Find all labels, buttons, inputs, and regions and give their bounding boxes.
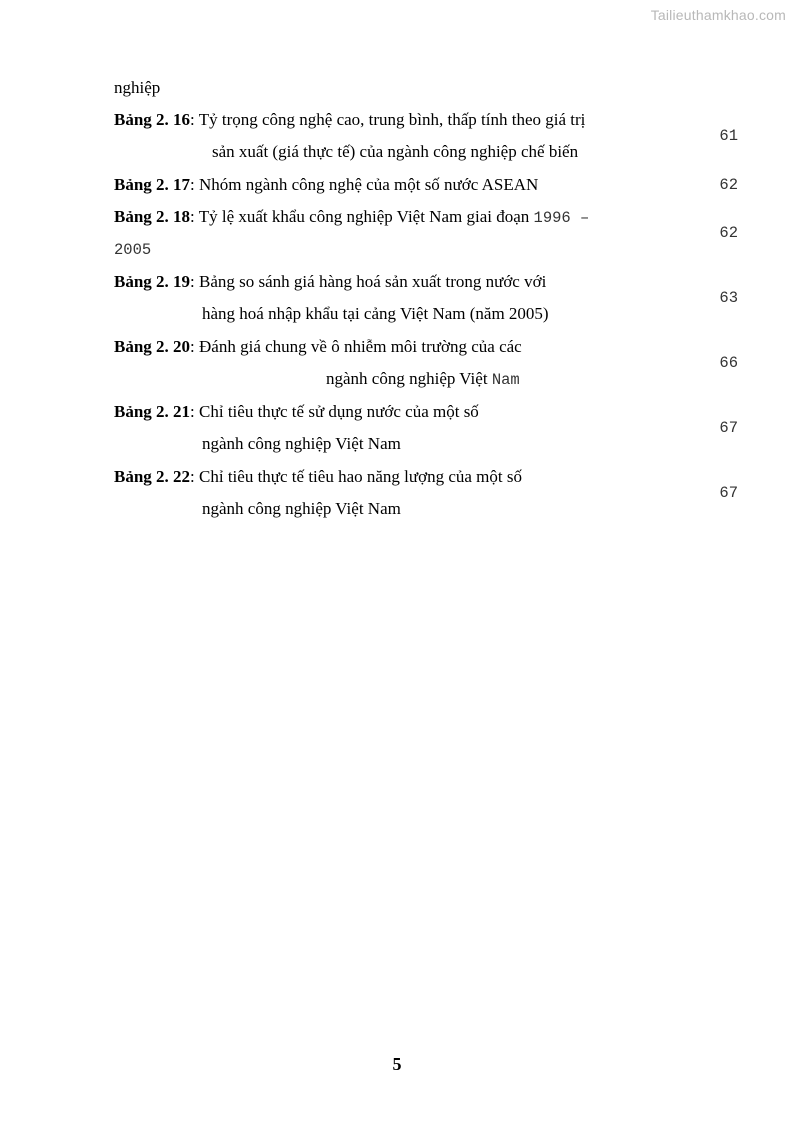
watermark-text: Tailieuthamkhao.com — [650, 7, 786, 23]
page-number: 66 — [719, 354, 738, 372]
footer-page-number: 5 — [392, 1054, 402, 1074]
continuation-text: nghiệp — [114, 78, 161, 97]
entry-title-continued — [326, 369, 520, 390]
entry-label: Bảng 2. 17 — [114, 175, 191, 194]
entry-label: Bảng 2. 21 — [114, 402, 191, 421]
entry-title-continued: ngành công nghiệp Việt Nam — [202, 499, 401, 518]
page-number: 62 — [719, 176, 738, 194]
entry-title-text: ngành công nghiệp Việt — [326, 369, 492, 388]
entry-title: : Đánh giá chung về ô nhiễm môi trường của các — [190, 337, 522, 356]
toc-entry-2-19[interactable] — [114, 272, 546, 292]
toc-entry-2-17[interactable] — [114, 175, 538, 195]
toc-entry-2-22[interactable] — [114, 467, 522, 487]
entry-title-mono: Nam — [491, 371, 520, 389]
entry-title: : Nhóm ngành công nghệ của một số nước ASEAN — [190, 175, 539, 194]
entry-label: Bảng 2. 18 — [114, 207, 191, 226]
toc-entry-2-20[interactable] — [114, 337, 522, 357]
entry-title-continued: hàng hoá nhập khẩu tại cảng Việt Nam (năm 2005) — [202, 304, 549, 323]
entry-title-continued: sản xuất (giá thực tế) của ngành công nghiệp chế biến — [212, 142, 579, 161]
page-number: 67 — [719, 484, 738, 502]
entry-label: Bảng 2. 19 — [114, 272, 191, 291]
entry-label: Bảng 2. 20 — [114, 337, 191, 356]
page-number: 62 — [719, 224, 738, 242]
page-number: 67 — [719, 419, 738, 437]
entry-title-continued: ngành công nghiệp Việt Nam — [202, 434, 401, 453]
toc-entry-2-16[interactable] — [114, 110, 585, 130]
entry-title: : Tỷ lệ xuất khẩu công nghiệp Việt Nam giai đoạn — [190, 207, 534, 226]
entry-year-range: 1996 – — [533, 209, 590, 227]
page-number: 61 — [719, 127, 738, 145]
entry-label: Bảng 2. 22 — [114, 467, 191, 486]
page-number: 63 — [719, 289, 738, 307]
toc-entry-2-18[interactable] — [114, 207, 589, 228]
entry-label: Bảng 2. 16 — [114, 110, 191, 129]
entry-title: : Tỷ trọng công nghệ cao, trung bình, thấp tính theo giá trị — [190, 110, 586, 129]
entry-year-end: 2005 — [114, 241, 152, 259]
entry-title: : Chỉ tiêu thực tế sử dụng nước của một số — [190, 402, 479, 421]
toc-entry-2-21[interactable] — [114, 402, 479, 422]
entry-title: : Bảng so sánh giá hàng hoá sản xuất trong nước với — [190, 272, 547, 291]
entry-title: : Chỉ tiêu thực tế tiêu hao năng lượng của một số — [190, 467, 522, 486]
